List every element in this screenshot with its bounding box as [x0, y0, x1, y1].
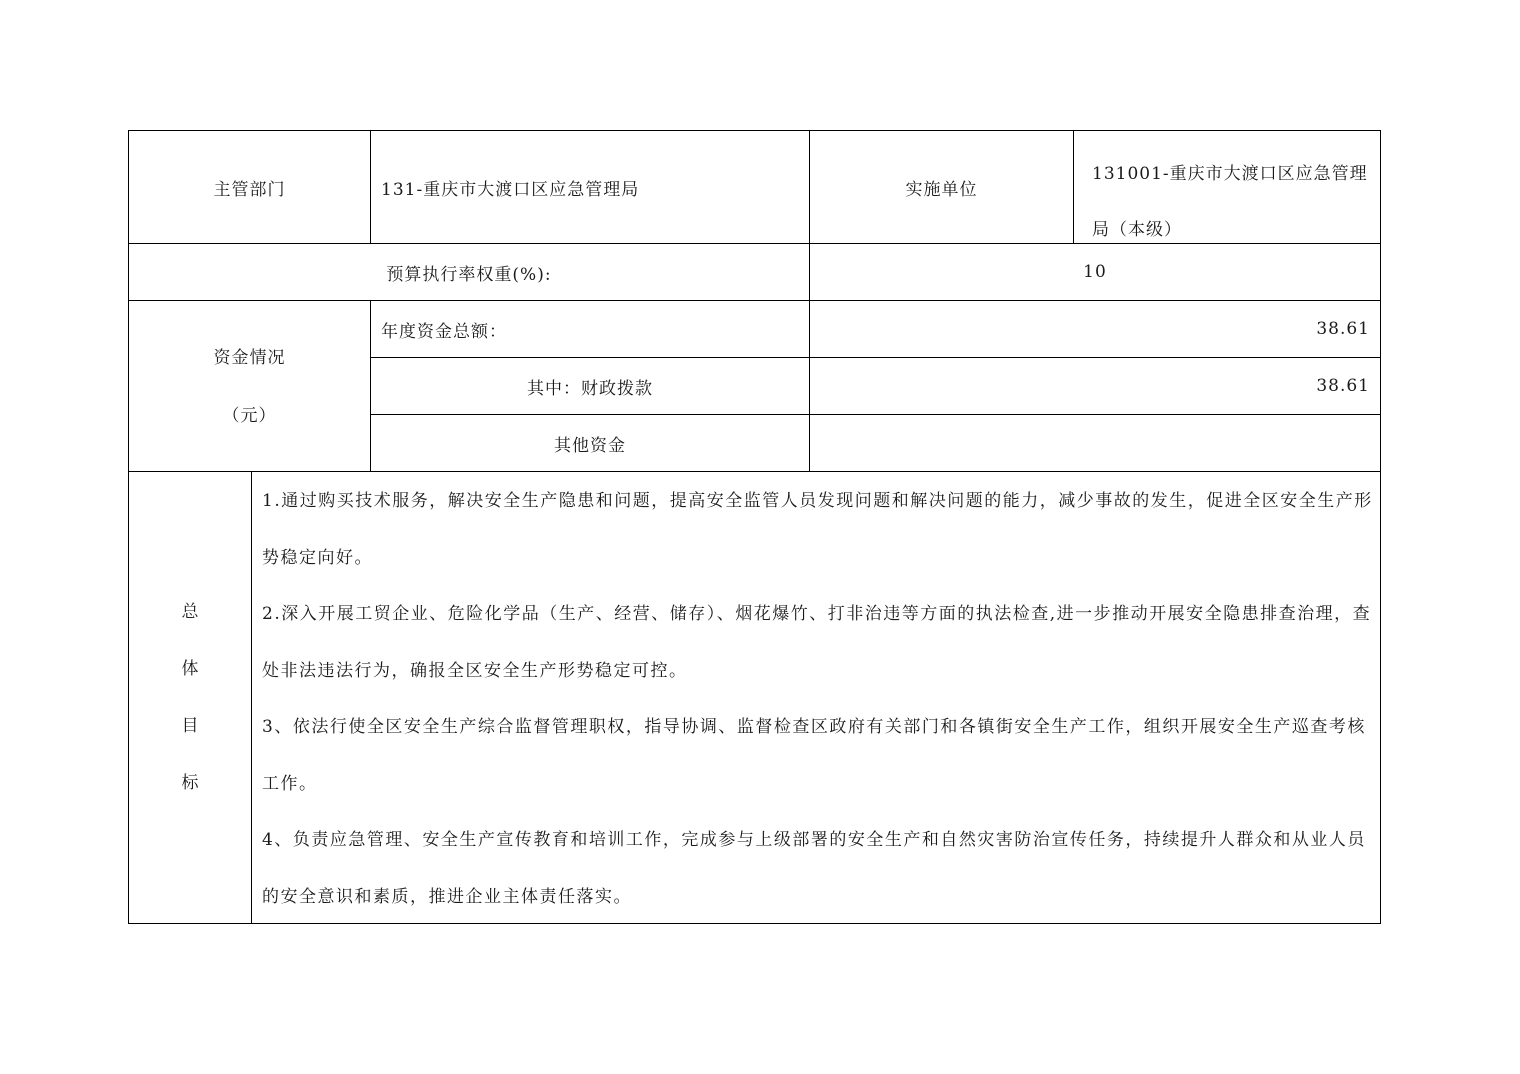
goal-item: 4、负责应急管理、安全生产宣传教育和培训工作，完成参与上级部署的安全生产和自然灾害防治宣传任务，持续提升人群众和从业人员的安全意识和素质，推进企业主体责任落实。 [262, 830, 1366, 907]
funds-label-line1: 资金情况 [213, 348, 286, 368]
unit-label: 实施单位 [905, 179, 978, 200]
goal-label-char: 体 [181, 659, 199, 679]
col-divider [1073, 130, 1074, 243]
funds-label-line2: （元） [222, 406, 277, 426]
goal-label-char: 标 [181, 773, 199, 793]
fiscal-funds-label: 其中：财政拨款 [527, 378, 653, 399]
weight-label: 预算执行率权重(%): [386, 264, 552, 285]
other-funds-label: 其他资金 [554, 435, 626, 456]
fiscal-funds-value: 38.61 [1316, 376, 1370, 396]
weight-value: 10 [1083, 262, 1107, 282]
goal-item: 1.通过购买技术服务，解决安全生产隐患和问题，提高安全监管人员发现问题和解决问题的能力，减少事故的发生，促进全区安全生产形势稳定向好。 [262, 491, 1373, 568]
goal-label-char: 总 [181, 602, 199, 622]
overall-goals-label [129, 473, 251, 923]
col-divider [251, 471, 252, 924]
dept-label: 主管部门 [213, 179, 286, 200]
unit-value: 131001-重庆市大渡口区应急管理局（本级） [1092, 164, 1368, 240]
goal-item: 3、依法行使全区安全生产综合监督管理职权，指导协调、监督检查区政府有关部门和各镇街安全生产工作，组织开展安全生产巡查考核工作。 [262, 717, 1366, 794]
goal-item: 2.深入开展工贸企业、危险化学品（生产、经营、储存）、烟花爆竹、打非治违等方面的执法检查,进一步推动开展安全隐患排查治理，查处非法违法行为，确报全区安全生产形势稳定可控。 [262, 604, 1372, 681]
funds-label [129, 301, 370, 471]
other-funds-value [810, 415, 1380, 471]
goal-label-char: 目 [181, 716, 199, 736]
dept-value: 131-重庆市大渡口区应急管理局 [381, 179, 640, 200]
total-funds-value: 38.61 [1316, 319, 1370, 339]
row-divider [128, 471, 1381, 472]
overall-goals-text [262, 473, 1374, 923]
total-funds-label: 年度资金总额： [381, 321, 507, 342]
